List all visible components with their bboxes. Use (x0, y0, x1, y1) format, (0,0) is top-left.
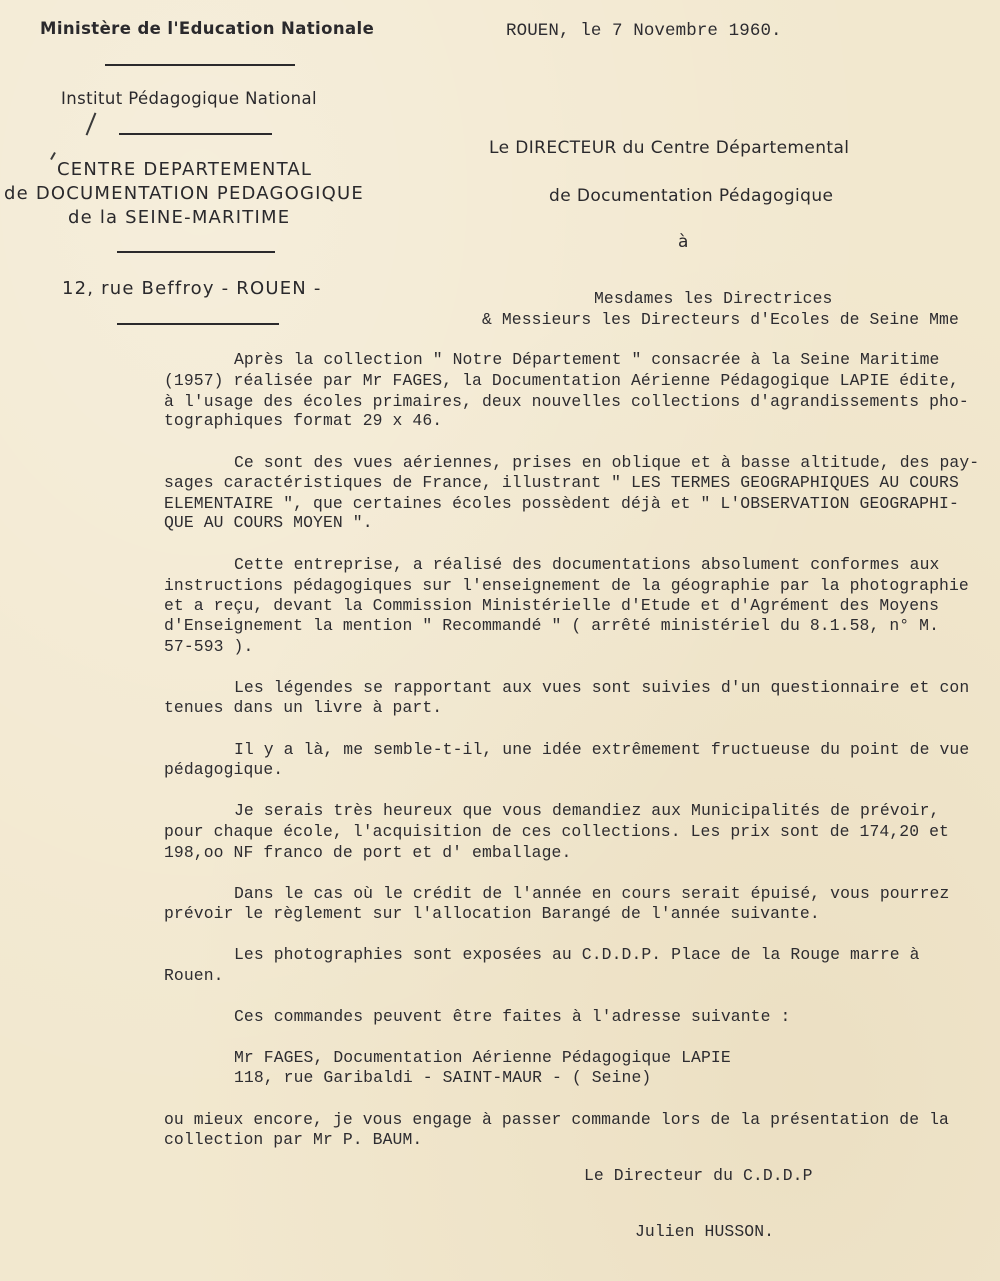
centre-heading-line1: CENTRE DEPARTEMENTAL (57, 159, 313, 180)
body-line: Je serais très heureux que vous demandiez aux Municipalités de prévoir, (234, 801, 940, 820)
body-line: 118, rue Garibaldi - SAINT-MAUR - ( Seine) (234, 1068, 652, 1087)
body-line: d'Enseignement la mention " Recommandé " ( arrêté ministériel du 8.1.58, n° M. (164, 616, 940, 635)
centre-address: 12, rue Beffroy - ROUEN - (62, 278, 322, 299)
body-line: ou mieux encore, je vous engage à passer commande lors de la présentation de la (164, 1110, 949, 1129)
recipient-line2: & Messieurs les Directeurs d'Ecoles de Seine Mme (482, 310, 959, 329)
body-line: collection par Mr P. BAUM. (164, 1130, 423, 1149)
body-line: Ce sont des vues aériennes, prises en oblique et à basse altitude, des pay- (234, 453, 980, 472)
body-line: Rouen. (164, 966, 224, 985)
body-line: Dans le cas où le crédit de l'année en cours serait épuisé, vous pourrez (234, 884, 950, 903)
body-line: Mr FAGES, Documentation Aérienne Pédagogique LAPIE (234, 1048, 731, 1067)
body-line: 57-593 ). (164, 637, 254, 656)
body-line: ELEMENTAIRE ", que certaines écoles possèdent déjà et " L'OBSERVATION GEOGRAPHI- (164, 494, 959, 513)
header-rule-1 (105, 64, 295, 66)
institute-heading: Institut Pédagogique National (61, 89, 318, 108)
body-line: Les légendes se rapportant aux vues sont suivies d'un questionnaire et con (234, 678, 970, 697)
body-line: prévoir le règlement sur l'allocation Barangé de l'année suivante. (164, 904, 820, 923)
body-line: tenues dans un livre à part. (164, 698, 443, 717)
body-line: sages caractéristiques de France, illustrant " LES TERMES GEOGRAPHIQUES AU COURS (164, 473, 959, 492)
body-line: Ces commandes peuvent être faites à l'adresse suivante : (234, 1007, 791, 1026)
body-line: 198,oo NF franco de port et d' emballage. (164, 843, 572, 862)
centre-heading-line3: de la SEINE-MARITIME (68, 207, 291, 228)
header-rule-2 (119, 133, 272, 135)
signature-name: Julien HUSSON. (635, 1222, 775, 1241)
body-line: et a reçu, devant la Commission Ministérielle d'Etude et d'Agrément des Moyens (164, 596, 940, 615)
body-line: Les photographies sont exposées au C.D.D.P. Place de la Rouge marre à (234, 945, 920, 964)
body-line: pour chaque école, l'acquisition de ces collections. Les prix sont de 174,20 et (164, 822, 949, 841)
ministry-heading: Ministère de l'Education Nationale (40, 19, 375, 38)
signature-title: Le Directeur du C.D.D.P (584, 1166, 813, 1185)
body-line: à l'usage des écoles primaires, deux nouvelles collections d'agrandissements pho- (164, 392, 969, 411)
recipient-line1: Mesdames les Directrices (594, 289, 833, 308)
body-line: instructions pédagogiques sur l'enseignement de la géographie par la photographie (164, 576, 969, 595)
body-line: Cette entreprise, a réalisé des documentations absolument conformes aux (234, 555, 940, 574)
header-rule-4 (117, 323, 279, 325)
body-line: pédagogique. (164, 760, 284, 779)
centre-heading-line2: de DOCUMENTATION PEDAGOGIQUE (4, 183, 364, 204)
header-rule-3 (117, 251, 275, 253)
body-line: tographiques format 29 x 46. (164, 411, 443, 430)
sender-line1: Le DIRECTEUR du Centre Départemental (489, 138, 850, 158)
addressee-preposition: à (678, 232, 689, 252)
place-and-date: ROUEN, le 7 Novembre 1960. (506, 21, 782, 41)
body-line: QUE AU COURS MOYEN ". (164, 513, 373, 532)
body-line: Il y a là, me semble-t-il, une idée extrêmement fructueuse du point de vue (234, 740, 970, 759)
sender-line2: de Documentation Pédagogique (549, 186, 834, 206)
body-line: (1957) réalisée par Mr FAGES, la Documentation Aérienne Pédagogique LAPIE édite, (164, 371, 959, 390)
body-line: Après la collection " Notre Département " consacrée à la Seine Maritime (234, 350, 940, 369)
